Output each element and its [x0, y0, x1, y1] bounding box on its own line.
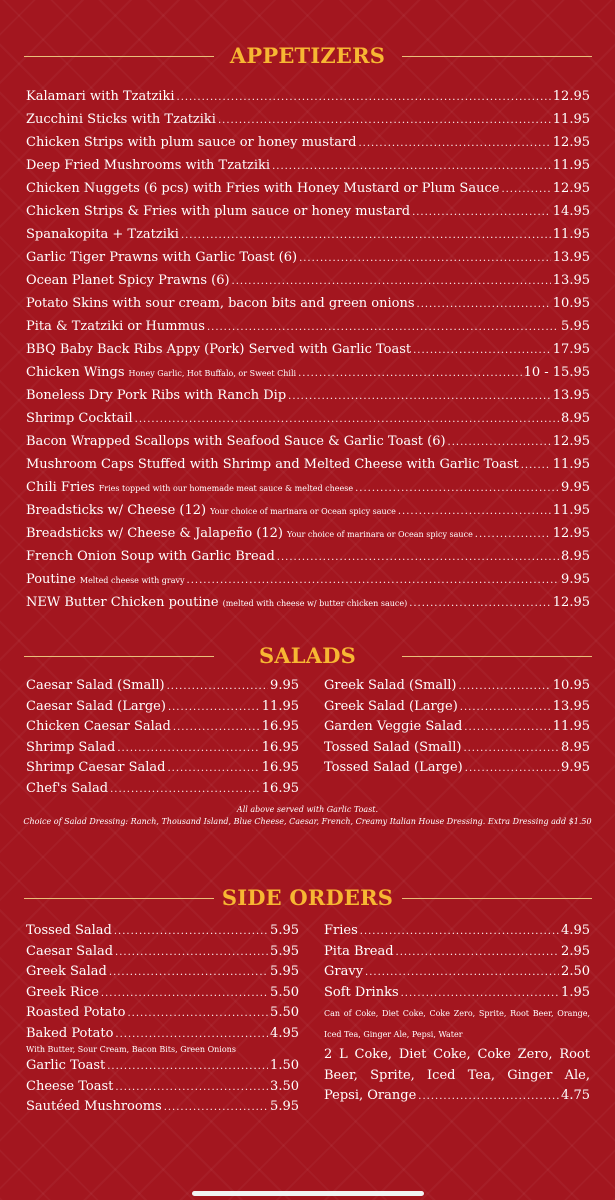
item-price: 12.95 [552, 526, 590, 541]
item-name: Poutine [26, 572, 76, 587]
item-price: 11.95 [261, 698, 299, 714]
menu-item-row [26, 292, 590, 315]
menu-item-row [26, 430, 590, 453]
item-price: 13.95 [552, 273, 590, 288]
dot-leader [360, 921, 559, 942]
dot-leader [463, 738, 559, 759]
sides-left-group [26, 921, 299, 1044]
item-name: Breadsticks w/ Cheese (12) [26, 503, 207, 518]
dot-leader [501, 177, 550, 200]
item-price: 16.95 [261, 760, 299, 775]
item-price: 12.95 [552, 181, 590, 196]
sides-right-group [324, 921, 590, 1003]
sides-header [0, 883, 615, 913]
dot-leader [298, 361, 521, 384]
item-name: Caesar Salad (Small) [26, 678, 165, 693]
dot-leader [401, 983, 559, 1004]
dot-leader [396, 942, 560, 963]
sides-left-column [26, 921, 299, 1118]
salads-note-dressing: Choice of Salad Dressing: Ranch, Thousand Island, Blue Cheese, Caesar, French, Creamy Italian House Dressing. Extra Dressing add $1.50 [23, 817, 592, 826]
item-name: Cheese Toast [26, 1078, 114, 1094]
item-name: Chef's Salad [26, 780, 109, 796]
item-name: Ocean Planet Spicy Prawns (6) [26, 273, 230, 288]
item-price: 4.95 [270, 1025, 299, 1041]
dot-leader [181, 223, 551, 246]
item-price: 8.95 [561, 411, 590, 426]
dot-leader [218, 108, 551, 131]
menu-item-row [26, 1024, 299, 1045]
item-price: 16.95 [261, 780, 299, 796]
two-liter-text: 2 L Coke, Diet Coke, Coke Zero, Root Beer, Sprite, Iced Tea, Ginger Ale, [324, 1047, 590, 1083]
item-price: 10.95 [552, 296, 590, 311]
item-price: 9.95 [270, 678, 299, 693]
dot-leader [115, 1077, 268, 1098]
item-name: Chicken Caesar Salad [26, 719, 171, 734]
item-price: 9.95 [561, 480, 590, 495]
menu-item-row [26, 361, 590, 384]
dot-leader [417, 292, 551, 315]
dot-leader [167, 758, 259, 779]
item-price: 16.95 [261, 719, 299, 734]
dot-leader [464, 717, 551, 738]
item-price: 2.95 [561, 943, 590, 959]
section-title-salads: SALADS [258, 643, 357, 668]
item-name: Baked Potato [26, 1025, 114, 1041]
menu-item-row [26, 717, 299, 738]
item-name: Mushroom Caps Stuffed with Shrimp and Melted Cheese with Garlic Toast [26, 457, 519, 472]
dot-leader [168, 697, 260, 718]
item-price: 1.95 [561, 984, 590, 1000]
menu-item-row [26, 942, 299, 963]
item-price: 13.95 [552, 698, 590, 714]
soft-drinks-note: Can of Coke, Diet Coke, Coke Zero, Sprite, Root Beer, Orange, Iced Tea, Ginger Ale, Pepsi, Water [324, 1009, 590, 1039]
item-name: BBQ Baby Back Ribs Appy (Pork) Served with Garlic Toast [26, 342, 412, 357]
dot-leader [418, 1086, 559, 1108]
salads-note-garlic-toast: All above served with Garlic Toast. [236, 805, 379, 814]
dot-leader [110, 779, 260, 800]
menu-item-row [26, 269, 590, 292]
salads-right-column [324, 676, 590, 779]
dot-leader [232, 269, 551, 292]
item-name: Sautéed Mushrooms [26, 1099, 162, 1114]
dot-leader [460, 697, 551, 718]
item-price: 17.95 [552, 342, 590, 357]
menu-item-row [26, 962, 299, 983]
dot-leader [167, 676, 268, 697]
dot-leader [114, 921, 268, 942]
appetizers-list [26, 85, 590, 614]
dot-leader [207, 315, 559, 338]
dot-leader [173, 717, 260, 738]
item-name: Pita Bread [324, 943, 394, 959]
menu-item-row [26, 568, 590, 591]
item-name: Chicken Strips with plum sauce or honey mustard [26, 135, 357, 150]
item-price: 11.95 [552, 227, 590, 242]
baked-potato-note: With Butter, Sour Cream, Bacon Bits, Green Onions [26, 1045, 236, 1054]
item-price: 16.95 [261, 739, 299, 755]
menu-item-row [324, 697, 590, 718]
item-name: Tossed Salad [26, 923, 112, 938]
item-name: French Onion Soup with Garlic Bread [26, 549, 275, 564]
item-name: Chicken Strips & Fries with plum sauce or honey mustard [26, 204, 411, 219]
item-name: Spanakopita + Tzatziki [26, 227, 179, 242]
item-name: Greek Salad (Large) [324, 698, 458, 714]
item-name: Caesar Salad [26, 943, 114, 959]
sides-left-group [26, 1056, 299, 1118]
menu-item-row [26, 983, 299, 1004]
item-price: 9.95 [561, 760, 590, 775]
section-title-side-orders: SIDE ORDERS [221, 885, 394, 910]
item-name: Chicken Wings [26, 365, 125, 380]
menu-item-row [26, 338, 590, 361]
item-price: 10.95 [552, 678, 590, 693]
header-rule-right [402, 656, 592, 657]
item-price: 5.50 [270, 1005, 299, 1020]
item-name: Breadsticks w/ Cheese & Jalapeño (12) [26, 526, 283, 541]
appetizers-header [0, 41, 615, 71]
item-name: Pepsi, Orange [324, 1088, 417, 1103]
item-name: Shrimp Cocktail [26, 411, 133, 426]
dot-leader [107, 1056, 268, 1077]
item-name: Garden Veggie Salad [324, 719, 463, 734]
menu-item-row [26, 921, 299, 942]
menu-item-row [26, 131, 590, 154]
item-note: Your choice of marinara or Ocean spicy sauce [210, 507, 396, 516]
menu-item-row [26, 315, 590, 338]
menu-item-row [26, 1097, 299, 1118]
menu-item-row [26, 453, 590, 476]
item-price: 3.50 [270, 1078, 299, 1094]
menu-item-row [324, 983, 590, 1004]
menu-item-row [26, 676, 299, 697]
dot-leader [465, 758, 559, 779]
item-price: 4.75 [561, 1088, 590, 1103]
menu-item-row [26, 476, 590, 499]
item-price: 12.95 [552, 434, 590, 449]
dot-leader [299, 246, 551, 269]
header-rule-right [402, 898, 592, 899]
dot-leader [277, 545, 559, 568]
item-note: Honey Garlic, Hot Buffalo, or Sweet Chili [128, 369, 297, 378]
item-price: 8.95 [561, 739, 590, 755]
dot-leader [448, 430, 551, 453]
dot-leader [115, 1024, 268, 1045]
item-price: 4.95 [561, 923, 590, 938]
item-name: Pita & Tzatziki or Hummus [26, 319, 205, 334]
item-price: 11.95 [552, 457, 590, 472]
item-note: Your choice of marinara or Ocean spicy sauce [287, 530, 473, 539]
item-note: (melted with cheese w/ butter chicken sauce) [222, 599, 408, 608]
item-price: 8.95 [561, 549, 590, 564]
menu-item-row [26, 499, 590, 522]
item-name: Gravy [324, 964, 364, 979]
item-price: 2.50 [561, 964, 590, 979]
item-name: Caesar Salad (Large) [26, 698, 166, 714]
menu-item-row [324, 921, 590, 942]
menu-item-row [324, 738, 590, 759]
dot-leader [135, 407, 559, 430]
menu-item-row [26, 779, 299, 800]
item-price: 5.95 [270, 923, 299, 938]
menu-item-row [26, 591, 590, 614]
item-price: 5.95 [270, 964, 299, 979]
dot-leader [409, 591, 551, 614]
dot-leader [187, 568, 560, 591]
item-name: Tossed Salad (Large) [324, 760, 463, 775]
item-price: 10 - 15.95 [523, 365, 590, 380]
menu-item-row [26, 200, 590, 223]
dot-leader [164, 1097, 268, 1118]
item-name: Boneless Dry Pork Ribs with Ranch Dip [26, 388, 287, 403]
item-price: 11.95 [552, 112, 590, 127]
dot-leader [177, 85, 551, 108]
item-price: 5.95 [270, 1099, 299, 1114]
dot-leader [365, 962, 559, 983]
item-price: 5.95 [561, 319, 590, 334]
dot-leader [521, 453, 551, 476]
item-name: Deep Fried Mushrooms with Tzatziki [26, 158, 271, 173]
item-price: 5.95 [270, 943, 299, 959]
menu-item-row [26, 1056, 299, 1077]
item-name: Greek Salad (Small) [324, 678, 457, 693]
menu-item-row [26, 154, 590, 177]
item-price: 13.95 [552, 250, 590, 265]
dot-leader [115, 942, 268, 963]
item-name: Greek Rice [26, 984, 99, 1000]
item-name: Roasted Potato [26, 1005, 126, 1020]
item-name: Garlic Tiger Prawns with Garlic Toast (6) [26, 250, 298, 265]
menu-item-row [26, 758, 299, 779]
dot-leader [398, 499, 551, 522]
menu-item-row [26, 697, 299, 718]
item-name: Bacon Wrapped Scallops with Seafood Sauce & Garlic Toast (6) [26, 434, 446, 449]
dot-leader [475, 522, 551, 545]
item-price: 5.50 [270, 984, 299, 1000]
menu-item-row [324, 676, 590, 697]
item-name: Greek Salad [26, 964, 107, 979]
item-name: Potato Skins with sour cream, bacon bits and green onions [26, 296, 415, 311]
item-price: 13.95 [552, 388, 590, 403]
item-note: Melted cheese with gravy [79, 576, 185, 585]
item-price: 12.95 [552, 595, 590, 610]
menu-item-row [26, 177, 590, 200]
menu-item-row [324, 717, 590, 738]
menu-item-row [26, 1003, 299, 1024]
item-price: 9.95 [561, 572, 590, 587]
item-name: Soft Drinks [324, 984, 399, 1000]
two-liter-row [324, 1086, 590, 1108]
dot-leader [288, 384, 551, 407]
item-name: Shrimp Caesar Salad [26, 760, 166, 775]
item-price: 11.95 [552, 158, 590, 173]
item-price: 11.95 [552, 719, 590, 734]
menu-item-row [26, 738, 299, 759]
item-price: 14.95 [552, 204, 590, 219]
sides-right-column [324, 921, 590, 1108]
item-name: Chicken Nuggets (6 pcs) with Fries with Honey Mustard or Plum Sauce [26, 181, 500, 196]
item-price: 11.95 [552, 503, 590, 518]
dot-leader [127, 1003, 268, 1024]
item-name: Chili Fries [26, 480, 95, 495]
menu-item-row [26, 522, 590, 545]
dot-leader [358, 131, 550, 154]
item-price: 12.95 [552, 89, 590, 104]
menu-item-row [26, 223, 590, 246]
dot-leader [101, 983, 268, 1004]
menu-item-row [26, 407, 590, 430]
item-price: 12.95 [552, 135, 590, 150]
menu-item-row [26, 85, 590, 108]
item-name: Garlic Toast [26, 1058, 106, 1073]
salads-left-column [26, 676, 299, 799]
item-price: 1.50 [270, 1058, 299, 1073]
section-title-appetizers: APPETIZERS [229, 43, 386, 68]
dot-leader [412, 200, 551, 223]
dot-leader [458, 676, 550, 697]
home-indicator[interactable] [192, 1191, 424, 1196]
item-name: Zucchini Sticks with Tzatziki [26, 112, 216, 127]
menu-item-row [324, 962, 590, 983]
item-name: Kalamari with Tzatziki [26, 89, 175, 104]
menu-item-row [26, 384, 590, 407]
menu-item-row [26, 1077, 299, 1098]
menu-item-row [26, 545, 590, 568]
menu-item-row [26, 246, 590, 269]
item-name: Fries [324, 923, 358, 938]
item-name: Shrimp Salad [26, 739, 116, 755]
menu-item-row [324, 758, 590, 779]
menu-item-row [26, 108, 590, 131]
item-name: Tossed Salad (Small) [324, 739, 462, 755]
salads-header [0, 641, 615, 671]
dot-leader [413, 338, 551, 361]
dot-leader [272, 154, 551, 177]
item-name: NEW Butter Chicken poutine [26, 595, 219, 610]
item-note: Fries topped with our homemade meat sauce & melted cheese [98, 484, 354, 493]
dot-leader [117, 738, 259, 759]
dot-leader [355, 476, 559, 499]
header-rule-right [402, 56, 592, 57]
menu-item-row [324, 942, 590, 963]
dot-leader [109, 962, 268, 983]
